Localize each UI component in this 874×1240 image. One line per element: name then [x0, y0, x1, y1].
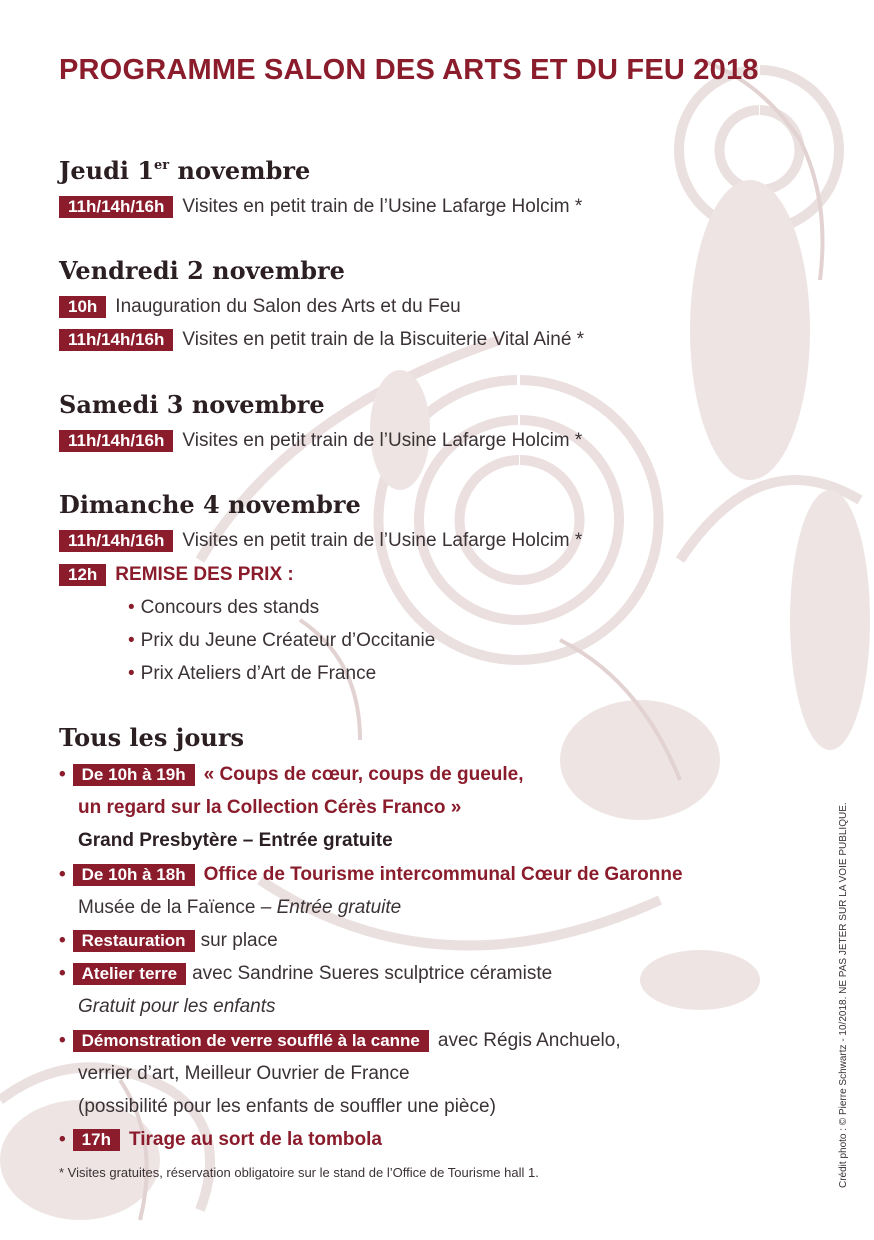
event-text: REMISE DES PRIX : [115, 564, 294, 585]
time-badge: Démonstration de verre soufflé à la canne [73, 1030, 429, 1052]
prize-item: • Prix du Jeune Créateur d’Occitanie [128, 630, 436, 651]
daily-item: • Restauration sur place [59, 930, 278, 951]
time-badge: 11h/14h/16h [59, 196, 173, 218]
time-badge: 12h [59, 564, 106, 586]
bullet: • [59, 1129, 66, 1150]
time-badge: 11h/14h/16h [59, 329, 173, 351]
prize-item: • Prix Ateliers d’Art de France [128, 663, 377, 684]
event-text: Visites en petit train de la Biscuiterie Vital Ainé * [182, 329, 585, 350]
event-row [59, 295, 461, 319]
daily-item: • Démonstration de verre soufflé à la canne avec Régis Anchuelo, [59, 1030, 621, 1051]
event-text: Visites en petit train de l’Usine Lafarge Holcim * [182, 530, 583, 551]
bullet: • [128, 663, 135, 684]
time-badge: 11h/14h/16h [59, 530, 173, 552]
page-title: PROGRAMME SALON DES ARTS ET DU FEU 2018 [59, 54, 759, 86]
day-heading-jeudi: Jeudi 1er novembre [59, 156, 311, 185]
day-heading-dimanche: Dimanche 4 novembre [59, 490, 361, 519]
daily-item: • De 10h à 19h « Coups de cœur, coups de gueule, [59, 764, 524, 785]
event-text: Inauguration du Salon des Arts et du Feu [115, 296, 461, 317]
daily-item: • De 10h à 18h Office de Tourisme intercommunal Cœur de Garonne [59, 864, 683, 885]
footnote: * Visites gratuites, réservation obligatoire sur le stand de l’Office de Tourisme hall 1. [59, 1165, 539, 1180]
event-row [59, 328, 584, 352]
bullet: • [59, 963, 66, 984]
section-heading-tous-les-jours: Tous les jours [59, 723, 244, 752]
event-row [59, 195, 582, 219]
daily-item-line: Grand Presbytère – Entrée gratuite [78, 830, 393, 851]
bullet: • [128, 597, 135, 618]
bullet: • [59, 930, 66, 951]
time-badge: 17h [73, 1129, 120, 1151]
bullet: • [59, 764, 66, 785]
time-badge: 10h [59, 296, 106, 318]
day-heading-vendredi: Vendredi 2 novembre [59, 256, 345, 285]
daily-item: • Atelier terre avec Sandrine Sueres sculptrice céramiste [59, 963, 553, 984]
prize-item: • Concours des stands [128, 597, 320, 618]
event-row [59, 563, 294, 587]
photo-credit: Crédit photo : © Pierre Schwartz - 10/2018. NE PAS JETER SUR LA VOIE PUBLIQUE. [838, 802, 849, 1188]
day-heading-samedi: Samedi 3 novembre [59, 390, 325, 419]
event-row [59, 529, 582, 553]
time-badge: De 10h à 19h [73, 764, 195, 786]
event-row [59, 429, 582, 453]
daily-item-line: Musée de la Faïence – Entrée gratuite [78, 897, 402, 918]
time-badge: De 10h à 18h [73, 864, 195, 886]
daily-item: • 17h Tirage au sort de la tombola [59, 1129, 382, 1150]
event-text: Visites en petit train de l’Usine Lafarge Holcim * [182, 430, 583, 451]
time-badge: Atelier terre [73, 963, 186, 985]
time-badge: Restauration [73, 930, 195, 952]
bullet: • [59, 1030, 66, 1051]
time-badge: 11h/14h/16h [59, 430, 173, 452]
daily-item-line: Gratuit pour les enfants [78, 996, 276, 1017]
event-text: Visites en petit train de l’Usine Lafarge Holcim * [182, 196, 583, 217]
bullet: • [128, 630, 135, 651]
daily-item-line: un regard sur la Collection Cérès Franco » [78, 797, 462, 818]
daily-item-line: verrier d’art, Meilleur Ouvrier de France [78, 1063, 410, 1084]
bullet: • [59, 864, 66, 885]
daily-item-line: (possibilité pour les enfants de souffler une pièce) [78, 1096, 496, 1117]
